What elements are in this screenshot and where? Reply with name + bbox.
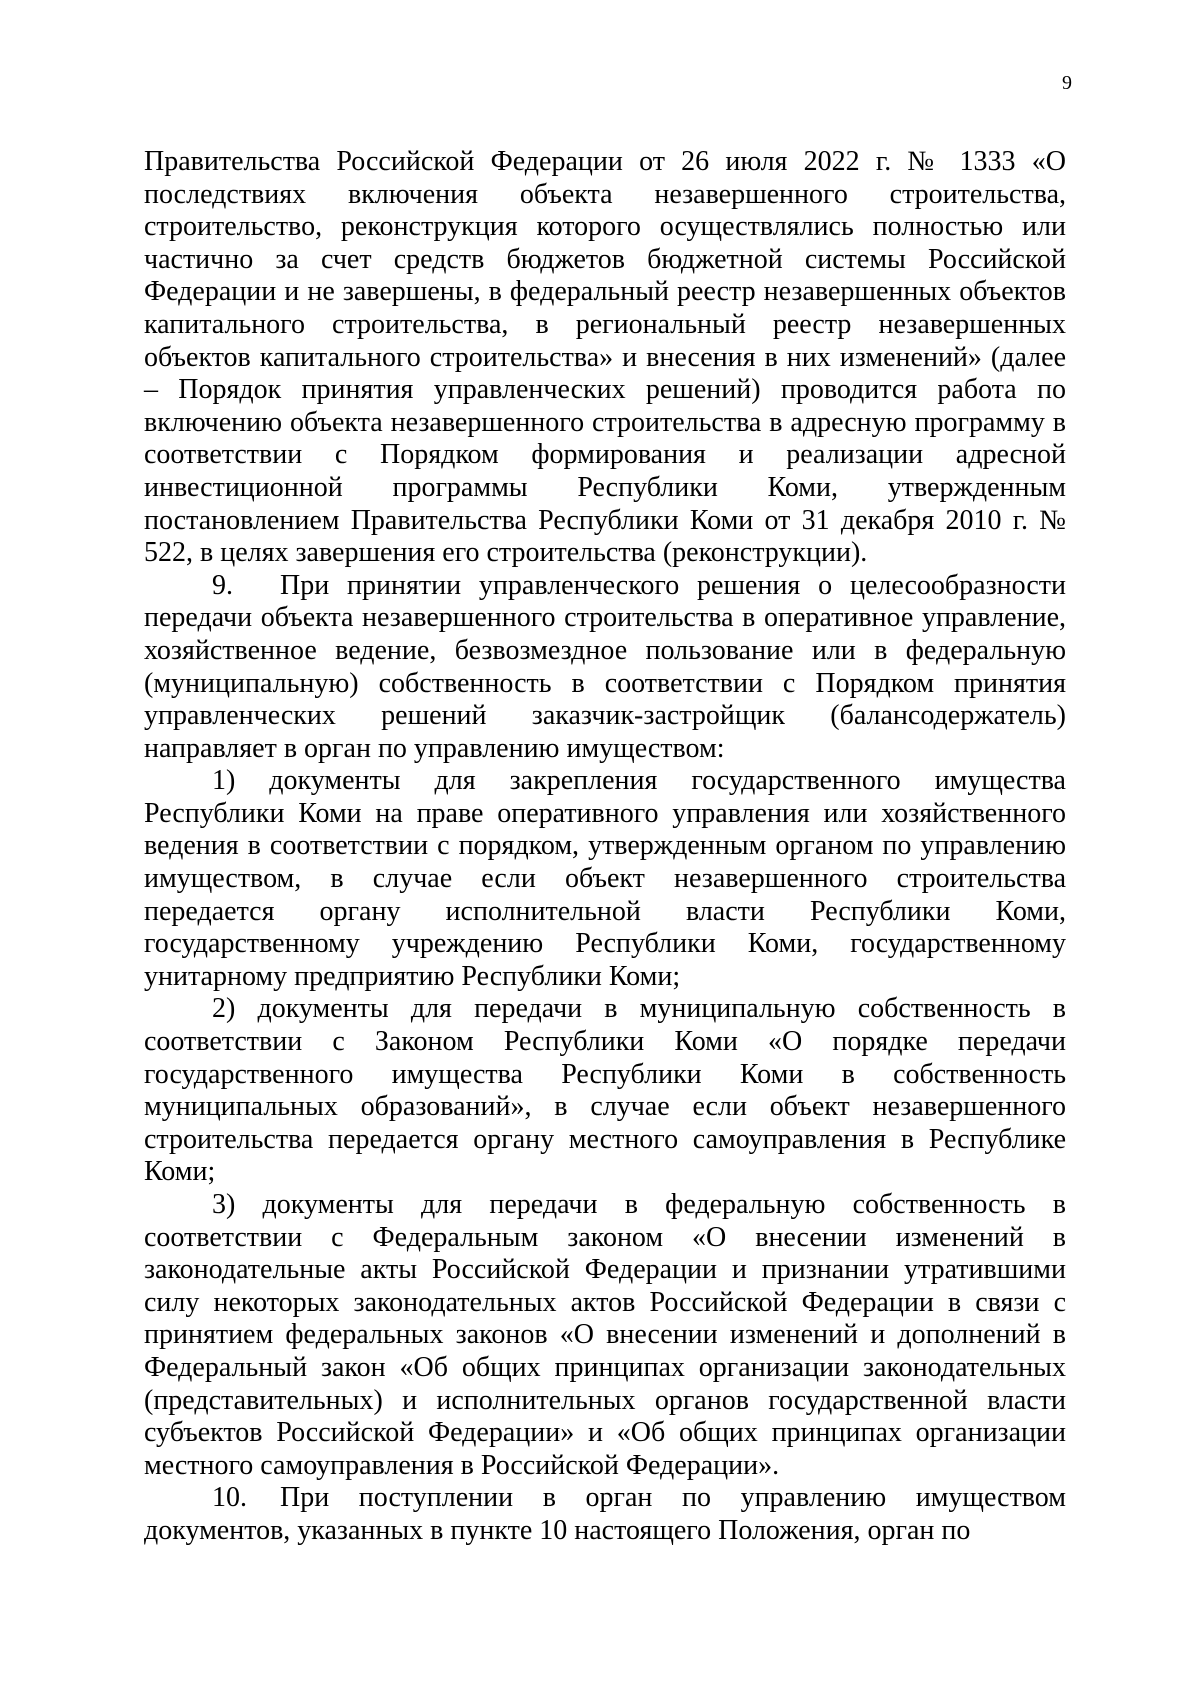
document-body [144, 146, 1066, 1548]
paragraph-intro: Правительства Российской Федерации от 26 июля 2022 г. № 1333 «О последствиях включения объекта незавершенного строительства, строительство, реконструкция которого осуществлялись полностью или частично за счет средств бюджетов бюджетной системы Российской Федерации и не завершены, в федеральный реестр незавершенных объектов капитального строительства, в региональный реестр незавершенных объектов капитального строительства» и внесения в них изменений» (далее – Порядок принятия управленческих решений) проводится работа по включению объекта незавершенного строительства в адресную программу в соответствии с Порядком формирования и реализации адресной инвестиционной программы Республики Коми, утвержденным постановлением Правительства Республики Коми от 31 декабря 2010 г. № 522, в целях завершения его строительства (реконструкции). [144, 146, 1066, 569]
list-item-1: 1) документы для закрепления государственного имущества Республики Коми на праве оперативного управления или хозяйственного ведения в соответствии с порядком, утвержденным органом по управлению имуществом, в случае если объект незавершенного строительства передается органу исполнительной власти Республики Коми, государственному учреждению Республики Коми, государственному унитарному предприятию Республики Коми; [144, 765, 1066, 992]
paragraph-9-text: При принятии управленческого решения о целесообразности передачи объекта незавершенного строительства в оперативное управление, хозяйственное ведение, безвозмездное пользование или в федеральную (муниципальную) собственность в соответствии с Порядком принятия управленческих решений заказчик-застройщик (балансодержатель) направляет в орган по управлению имуществом: [144, 569, 1066, 764]
paragraph-10-number: 10. [212, 1482, 247, 1514]
paragraph-9-number: 9. [212, 569, 233, 601]
list-item-3: 3) документы для передачи в федеральную собственность в соответствии с Федеральным законом «О внесении изменений в законодательные акты Российской Федерации и признании утратившими силу некоторых законодательных актов Российской Федерации в связи с принятием федеральных законов «О внесении изменений и дополнений в Федеральный закон «Об общих принципах организации законодательных (представительных) и исполнительных органов государственной власти субъектов Российской Федерации» и «Об общих принципах организации местного самоуправления в Российской Федерации». [144, 1189, 1066, 1481]
page-number: 9 [1062, 72, 1072, 94]
paragraph-10-text: При поступлении в орган по управлению имуществом документов, указанных в пункте 10 настоящего Положения, орган по [144, 1482, 1066, 1546]
paragraph-9 [144, 570, 1066, 766]
list-item-2: 2) документы для передачи в муниципальную собственность в соответствии с Законом Республики Коми «О порядке передачи государственного имущества Республики Коми в собственность муниципальных образований», в случае если объект незавершенного строительства передается органу местного самоуправления в Республике Коми; [144, 993, 1066, 1188]
paragraph-10 [144, 1482, 1066, 1547]
